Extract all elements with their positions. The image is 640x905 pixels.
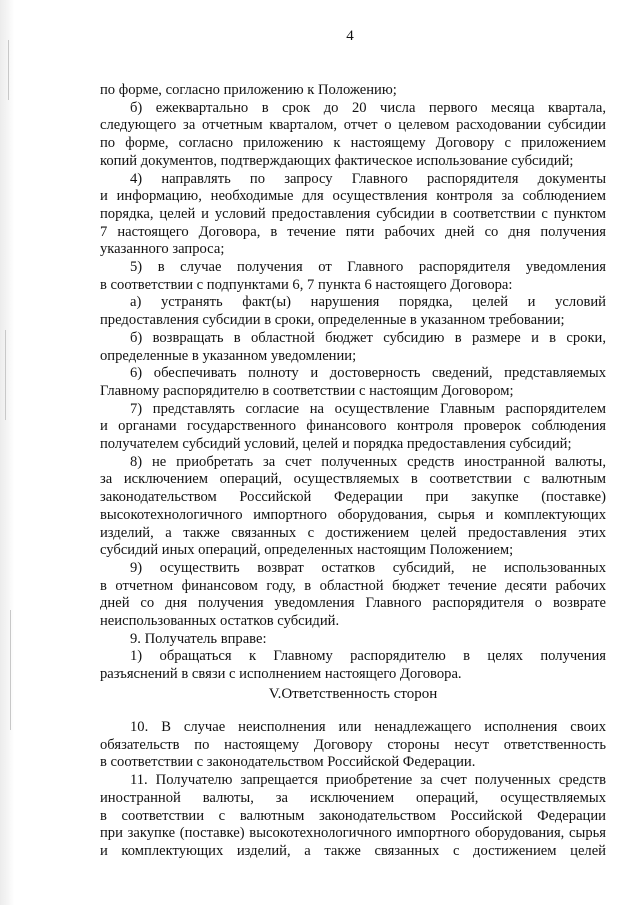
- text-line: по форме, согласно приложению к настоящему Договору с приложением: [100, 135, 606, 151]
- text-line: иностранной валюты, за исключением операций, осуществляемых: [100, 790, 606, 806]
- text-line: копий документов, подтверждающих фактическое использование субсидий;: [100, 153, 574, 169]
- scan-speck: [10, 610, 11, 730]
- text-line: 5) в случае получения от Главного распорядителя уведомления: [130, 259, 606, 275]
- text-line: 7 настоящего Договора, в течение пяти рабочих дней со дня получения: [100, 224, 606, 240]
- text-line: определенные в указанном уведомлении;: [100, 348, 357, 364]
- text-line: субсидий иных операций, определенных настоящим Положением;: [100, 542, 514, 558]
- text-line: 8) не приобретать за счет полученных средств иностранной валюты,: [130, 454, 606, 470]
- text-line: в отчетном финансовом году, в областной бюджет течение десяти рабочих: [100, 578, 606, 594]
- text-line: Главному распорядителю в соответствии с настоящим Договором;: [100, 383, 514, 399]
- text-line: и комплектующих изделий, а также связанных с достижением целей: [100, 843, 606, 859]
- text-line: 9. Получатель вправе:: [130, 631, 267, 647]
- text-line: изделий, а также связанных с достижением целей предоставления этих: [100, 525, 606, 541]
- text-line: законодательством Российской Федерации при закупке (поставке): [100, 489, 606, 505]
- text-line: порядка, целей и условий предоставления субсидии в соответствии с пунктом: [100, 206, 606, 222]
- text-line: в соответствии с законодательством Российской Федерации.: [100, 754, 476, 770]
- scan-speck: [8, 40, 9, 100]
- text-line: при закупке (поставке) высокотехнологичного импортного оборудования, сырья: [100, 825, 606, 841]
- text-line: обязательств по настоящему Договору стороны несут ответственность: [100, 737, 606, 753]
- text-line: по форме, согласно приложению к Положению;: [100, 82, 397, 98]
- text-line: неиспользованных остатков субсидий.: [100, 613, 340, 629]
- text-line: и информацию, необходимые для осуществления контроля за соблюдением: [100, 188, 606, 204]
- text-line: указанного запроса;: [100, 241, 225, 257]
- text-line: и органами государственного финансового контроля проверок соблюдения: [100, 418, 606, 434]
- text-line: 7) представлять согласие на осуществление Главным распорядителем: [130, 401, 606, 417]
- text-line: разъяснений в связи с исполнением настоящего Договора.: [100, 666, 462, 682]
- text-line: 9) осуществить возврат остатков субсидий, не использованных: [130, 560, 606, 576]
- text-line: в соответствии с валютным законодательством Российской Федерации: [100, 808, 606, 824]
- text-line: предоставления субсидии в сроки, определенные в указанном требовании;: [100, 312, 565, 328]
- page-number: 4: [346, 28, 354, 44]
- text-line: а) устранять факт(ы) нарушения порядка, целей и условий: [130, 294, 606, 310]
- text-line: б) ежеквартально в срок до 20 числа первого месяца квартала,: [130, 100, 606, 116]
- text-line: 10. В случае неисполнения или ненадлежащего исполнения своих: [130, 719, 606, 735]
- text-line: 4) направлять по запросу Главного распорядителя документы: [130, 171, 606, 187]
- text-line: высокотехнологичного импортного оборудования, сырья и комплектующих: [100, 507, 606, 523]
- scan-speck: [5, 330, 6, 420]
- text-line: б) возвращать в областной бюджет субсидию в размере и в сроки,: [130, 330, 606, 346]
- section-heading: V.Ответственность сторон: [268, 686, 438, 702]
- text-line: следующего за отчетным кварталом, отчет о целевом расходовании субсидии: [100, 117, 606, 133]
- text-line: за исключением операций, осуществляемых в соответствии с валютным: [100, 471, 606, 487]
- text-line: получателем субсидий условий, целей и порядка предоставления субсидий;: [100, 436, 572, 452]
- text-line: в соответствии с подпунктами 6, 7 пункта 6 настоящего Договора:: [100, 277, 513, 293]
- text-line: дней со дня получения уведомления Главного распорядителя о возврате: [100, 595, 606, 611]
- text-line: 1) обращаться к Главному распорядителю в целях получения: [130, 648, 606, 664]
- scan-shadow-edge: [0, 0, 14, 905]
- text-line: 11. Получателю запрещается приобретение за счет полученных средств: [130, 772, 606, 788]
- text-line: 6) обеспечивать полноту и достоверность сведений, представляемых: [130, 365, 606, 381]
